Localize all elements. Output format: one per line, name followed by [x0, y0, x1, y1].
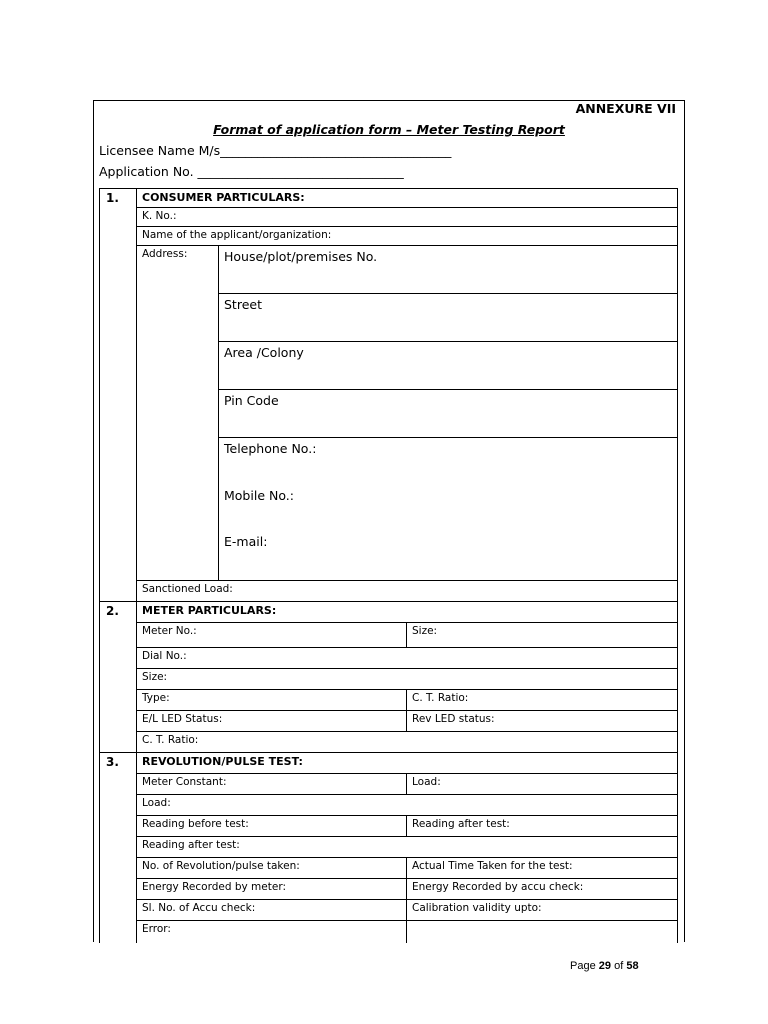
error-label: Error:: [142, 923, 171, 935]
revolutions-label: No. of Revolution/pulse taken:: [142, 860, 300, 872]
dial-no-label: Dial No.:: [142, 650, 187, 662]
calibration-field[interactable]: [406, 899, 678, 921]
sanctioned-load-field[interactable]: [136, 580, 678, 602]
k-no-label: K. No.:: [142, 210, 177, 222]
address-label: Address:: [142, 248, 188, 260]
section-3-number-cell: [99, 752, 137, 943]
meter-size-right-field[interactable]: [406, 622, 678, 648]
house-no-field[interactable]: [218, 245, 678, 294]
type-field[interactable]: [136, 689, 407, 711]
contact-field[interactable]: [218, 437, 678, 581]
section-3-header: [136, 752, 678, 774]
section-2-header: [136, 601, 678, 623]
section-3-title: REVOLUTION/PULSE TEST:: [142, 755, 303, 768]
error-field[interactable]: [136, 920, 407, 943]
of-label: of: [614, 960, 624, 972]
actual-time-field[interactable]: [406, 857, 678, 879]
meter-no-field[interactable]: [136, 622, 407, 648]
street-label: Street: [224, 297, 262, 312]
ct-ratio-right-field[interactable]: [406, 689, 678, 711]
page-label: Page: [570, 960, 596, 972]
revolutions-field[interactable]: [136, 857, 407, 879]
pin-code-field[interactable]: [218, 389, 678, 438]
application-no-field[interactable]: Application No. _________________________________: [99, 164, 404, 179]
page-number: 29: [598, 960, 612, 972]
ct-ratio-field[interactable]: [136, 731, 678, 753]
licensee-name-field[interactable]: Licensee Name M/s_____________________________________: [99, 143, 452, 158]
section-1-header: [136, 188, 678, 208]
page-footer: [570, 960, 639, 972]
form-title: Format of application form – Meter Testing Report: [213, 122, 565, 137]
form-frame: [93, 100, 685, 942]
dial-no-field[interactable]: [136, 647, 678, 669]
address-label-cell: [136, 245, 219, 581]
sanctioned-load-label: Sanctioned Load:: [142, 583, 233, 595]
size-field[interactable]: [136, 668, 678, 690]
sl-no-accu-field[interactable]: [136, 899, 407, 921]
meter-constant-label: Meter Constant:: [142, 776, 227, 788]
section-1-title: CONSUMER PARTICULARS:: [142, 191, 305, 204]
load-label: Load:: [142, 797, 171, 809]
reading-before-field[interactable]: [136, 815, 407, 837]
calibration-label: Calibration validity upto:: [412, 902, 542, 914]
k-no-field[interactable]: [136, 207, 678, 227]
section-2-title: METER PARTICULARS:: [142, 604, 277, 617]
house-no-label: House/plot/premises No.: [224, 249, 378, 264]
el-led-status-field[interactable]: [136, 710, 407, 732]
reading-before-label: Reading before test:: [142, 818, 249, 830]
section-2-number: 2.: [106, 604, 119, 618]
energy-meter-label: Energy Recorded by meter:: [142, 881, 286, 893]
telephone-label: Telephone No.:: [224, 441, 317, 456]
meter-no-label: Meter No.:: [142, 625, 197, 637]
meter-constant-field[interactable]: [136, 773, 407, 795]
section-3-number: 3.: [106, 755, 119, 769]
reading-after-right-label: Reading after test:: [412, 818, 510, 830]
annexure-label: ANNEXURE VII: [575, 101, 676, 116]
area-colony-label: Area /Colony: [224, 345, 304, 360]
applicant-name-field[interactable]: [136, 226, 678, 246]
size-label: Size:: [142, 671, 168, 683]
actual-time-label: Actual Time Taken for the test:: [412, 860, 573, 872]
reading-after-field[interactable]: [136, 836, 678, 858]
section-1-number: 1.: [106, 191, 119, 205]
rev-led-status-field[interactable]: [406, 710, 678, 732]
pin-code-label: Pin Code: [224, 393, 279, 408]
load-right-label: Load:: [412, 776, 441, 788]
load-field[interactable]: [136, 794, 678, 816]
ct-ratio-label: C. T. Ratio:: [142, 734, 199, 746]
sl-no-accu-label: Sl. No. of Accu check:: [142, 902, 256, 914]
applicant-name-label: Name of the applicant/organization:: [142, 229, 332, 241]
reading-after-label: Reading after test:: [142, 839, 240, 851]
rev-led-status-label: Rev LED status:: [412, 713, 495, 725]
meter-size-right-label: Size:: [412, 625, 438, 637]
error-right-field[interactable]: [406, 920, 678, 943]
mobile-label: Mobile No.:: [224, 488, 294, 503]
energy-accu-label: Energy Recorded by accu check:: [412, 881, 584, 893]
reading-after-right-field[interactable]: [406, 815, 678, 837]
area-colony-field[interactable]: [218, 341, 678, 390]
type-label: Type:: [142, 692, 170, 704]
ct-ratio-right-label: C. T. Ratio:: [412, 692, 469, 704]
energy-accu-field[interactable]: [406, 878, 678, 900]
energy-meter-field[interactable]: [136, 878, 407, 900]
total-pages: 58: [626, 960, 639, 972]
email-label: E-mail:: [224, 534, 268, 549]
section-2-number-cell: [99, 601, 137, 753]
street-field[interactable]: [218, 293, 678, 342]
el-led-status-label: E/L LED Status:: [142, 713, 223, 725]
section-1-number-cell: [99, 188, 137, 602]
form-table: [99, 188, 678, 942]
load-right-field[interactable]: [406, 773, 678, 795]
